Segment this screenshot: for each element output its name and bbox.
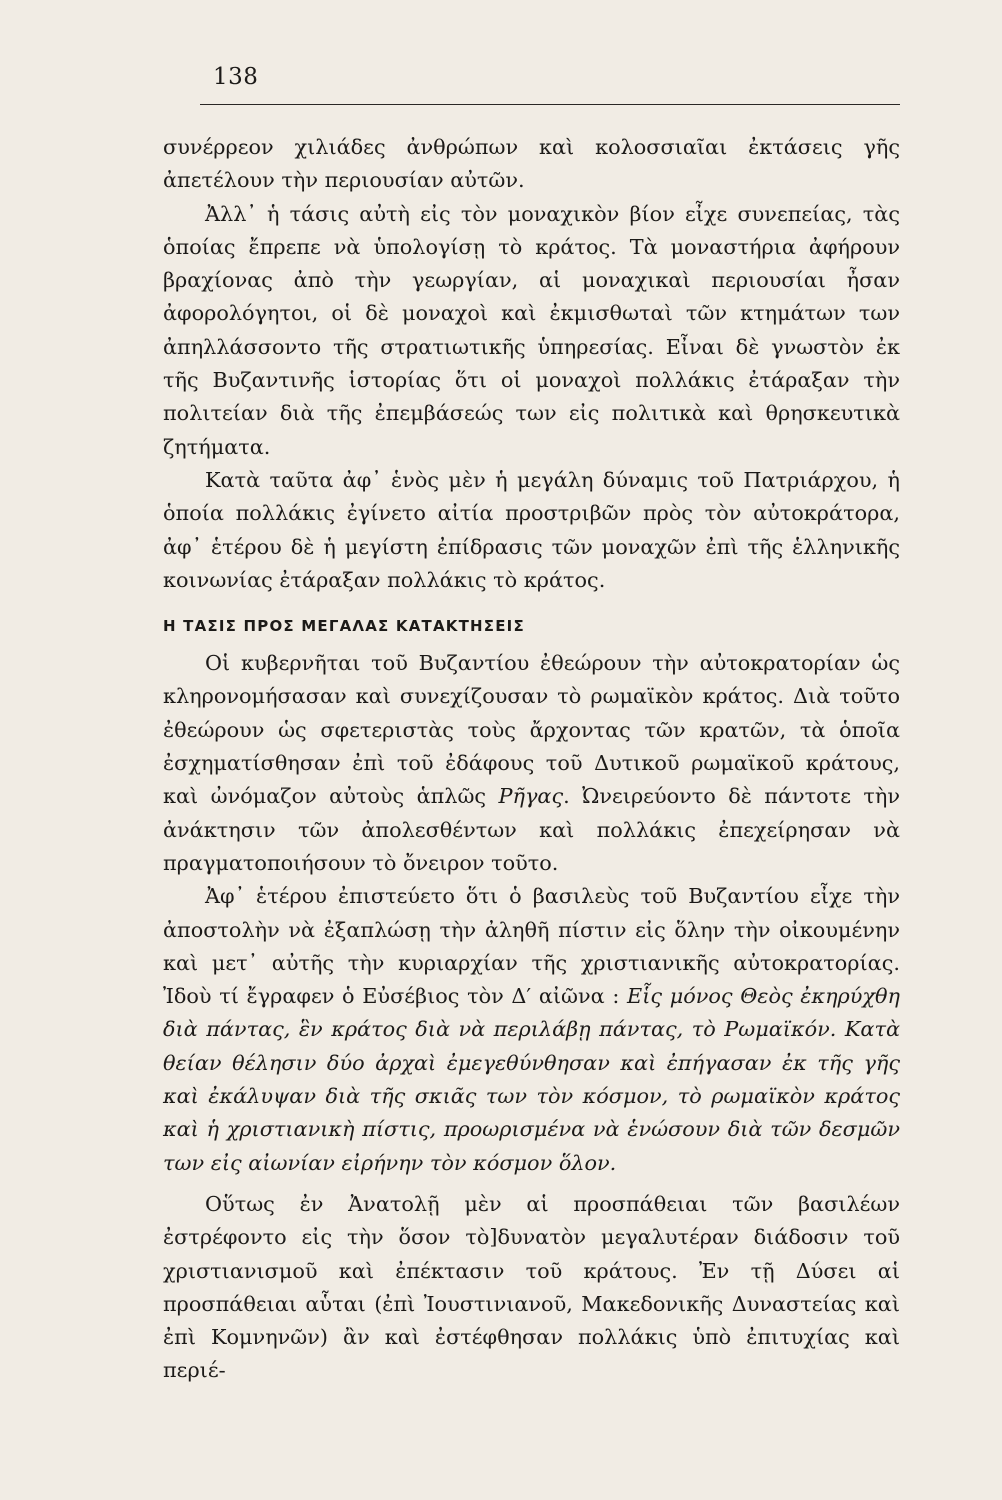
page-body: [163, 107, 900, 1388]
paragraph-continuation: συνέρρεον χιλιάδες ἀνθρώπων καὶ κολοσσιαῖαι ἐκτάσεις γῆς ἀπετέλουν τὴν περιουσίαν αὐτῶν.: [163, 135, 900, 193]
paragraph-east-west: Οὕτως ἐν Ἀνατολῇ μὲν αἱ προσπάθειαι τῶν βασιλέων ἐστρέφοντο εἰς τὴν ὅσον τὸ]δυνατὸν μεγαλυτέραν διάδοσιν τοῦ χριστιανισμοῦ καὶ ἐπέκτασιν τοῦ κράτους. Ἐν τῇ Δύσει αἱ προσπάθειαι αὗται (ἐπὶ Ἰουστινιανοῦ, Μακεδονικῆς Δυναστείας καὶ ἐπὶ Κομνηνῶν) ἂν καὶ ἐστέφθησαν πολλάκις ὑπὸ ἐπιτυχίας καὶ περιέ-: [163, 1191, 900, 1383]
eusebius-quote: Εἷς μόνος Θεὸς ἐκηρύχθη διὰ πάντας, ἓν κράτος διὰ νὰ περιλάβῃ πάντας, τὸ Ρωμαϊκόν. Κατὰ θείαν θέλησιν δύο ἀρχαὶ ἐμεγεθύνθησαν καὶ ἐπήγασαν ἐκ τῆς γῆς καὶ ἐκάλυψαν διὰ τῆς σκιᾶς των τὸν κόσμον, τὸ ρωμαϊκὸν κράτος καὶ ἡ χριστιανικὴ πίστις, προωρισμένα νὰ ἑνώσουν διὰ τῶν δεσμῶν των εἰς αἰωνίαν εἰρήνην τὸν κόσμον ὅλον.: [163, 984, 900, 1175]
paragraph-patriarch-power: Κατὰ ταῦτα ἀφ᾿ ἑνὸς μὲν ἡ μεγάλη δύναμις τοῦ Πατριάρχου, ἡ ὁποία πολλάκις ἐγίνετο αἰτία προστριβῶν πρὸς τὸν αὐτοκράτορα, ἀφ᾿ ἑτέρου δὲ ἡ μεγίστη ἐπίδρασις τῶν μοναχῶν ἐπὶ τῆς ἑλληνικῆς κοινωνίας ἐτάραξαν πολλάκις τὸ κράτος.: [163, 467, 900, 592]
paragraph-eusebius: [163, 880, 900, 1180]
section-heading: Η ΤΑΣΙΣ ΠΡΟΣ ΜΕΓΑΛΑΣ ΚΑΤΑΚΤΗΣΕΙΣ: [163, 617, 525, 636]
paragraph-monastic-life: Ἀλλ᾿ ἡ τάσις αὐτὴ εἰς τὸν μοναχικὸν βίον εἶχε συνεπείας, τὰς ὁποίας ἔπρεπε νὰ ὑπολογίσῃ τὸ κράτος. Τὰ μοναστήρια ἀφήρουν βραχίονας ἀπὸ τὴν γεωργίαν, αἱ μοναχικαὶ περιουσίαι ἦσαν ἀφορολόγητοι, οἱ δὲ μοναχοὶ καὶ ἐκμισθωταὶ τῶν κτημάτων των ἀπηλλάσσοντο τῆς στρατιωτικῆς ὑπηρεσίας. Εἶναι δὲ γνωστὸν ἐκ τῆς Βυζαντινῆς ἱστορίας ὅτι οἱ μοναχοὶ πολλάκις ἐτάραξαν τὴν πολιτείαν διὰ τῆς ἐπεμβάσεώς των εἰς πολιτικὰ καὶ θρησκευτικὰ ζητήματα.: [163, 201, 900, 459]
paragraph-byzantine-rulers: [163, 647, 900, 880]
rhegas-text-after: . Ὠνειρεύοντο δὲ πάντοτε τὴν ἀνάκτησιν τῶν ἀπολεσθέντων καὶ πολλάκις ἐπεχείρησαν νὰ πραγματοποιήσουν τὸ ὄνειρον τοῦτο.: [163, 784, 900, 875]
header-rule: [200, 104, 900, 105]
rhegas-term: Ρῆγας: [498, 784, 564, 809]
page-header: [163, 0, 900, 107]
rhegas-text-before: Οἱ κυβερνῆται τοῦ Βυζαντίου ἐθεώρουν τὴν αὐτοκρατορίαν ὡς κληρονομήσασαν καὶ συνεχίζουσαν τὸ ρωμαϊκὸν κράτος. Διὰ τοῦτο ἐθεώρουν ὡς σφετεριστὰς τοὺς ἄρχοντας τῶν κρατῶν, τὰ ὁποῖα ἐσχηματίσθησαν ἐπὶ τοῦ ἐδάφους τοῦ Δυτικοῦ ρωμαϊκοῦ κράτους, καὶ ὠνόμαζον αὐτοὺς ἁπλῶς: [163, 651, 900, 809]
page-number: 138: [213, 64, 259, 90]
eusebius-text-before: Ἀφ᾿ ἑτέρου ἐπιστεύετο ὅτι ὁ βασιλεὺς τοῦ Βυζαντίου εἶχε τὴν ἀποστολὴν νὰ ἐξαπλώσῃ τὴν ἀληθῆ πίστιν εἰς ὅλην τὴν οἰκουμένην καὶ μετ᾿ αὐτῆς τὴν κυριαρχίαν τῆς χριστιανικῆς αὐτοκρατορίας. Ἰδοὺ τί ἔγραφεν ὁ Εὐσέβιος τὸν Δ′ αἰῶνα :: [163, 884, 900, 1009]
